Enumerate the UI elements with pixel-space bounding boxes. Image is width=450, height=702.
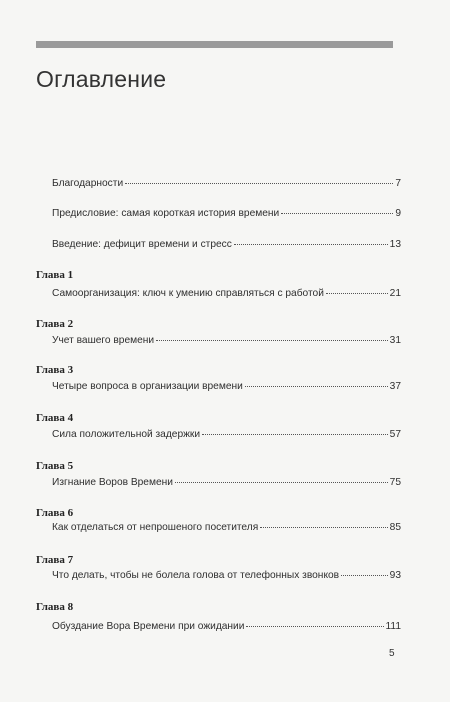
toc-entry-page: 7 bbox=[395, 178, 401, 189]
toc-entry-chapter-8[interactable] bbox=[52, 620, 401, 634]
toc-entry-page: 111 bbox=[385, 621, 401, 632]
dot-leader bbox=[246, 626, 383, 627]
toc-entry-acknowledgements[interactable] bbox=[52, 177, 401, 191]
toc-entry-label: Самоорганизация: ключ к умению справляться с работой bbox=[52, 288, 324, 299]
toc-entry-page: 13 bbox=[389, 239, 401, 250]
toc-entry-chapter-2[interactable] bbox=[52, 334, 401, 348]
chapter-heading: Глава 8 bbox=[36, 601, 74, 613]
page-number: 5 bbox=[389, 648, 395, 659]
toc-entry-page: 93 bbox=[389, 570, 401, 581]
chapter-heading: Глава 7 bbox=[36, 554, 74, 566]
dot-leader bbox=[326, 293, 388, 294]
dot-leader bbox=[245, 386, 388, 387]
toc-entry-label: Обуздание Вора Времени при ожидании bbox=[52, 621, 245, 632]
toc-entry-chapter-6[interactable] bbox=[52, 521, 401, 535]
dot-leader bbox=[341, 575, 388, 576]
toc-entry-label: Сила положительной задержки bbox=[52, 429, 201, 440]
page-title: Оглавление bbox=[36, 66, 167, 92]
chapter-heading: Глава 2 bbox=[36, 318, 74, 330]
chapter-heading: Глава 5 bbox=[36, 460, 74, 472]
toc-entry-preface[interactable] bbox=[52, 207, 401, 221]
dot-leader bbox=[202, 434, 388, 435]
dot-leader bbox=[156, 340, 388, 341]
dot-leader bbox=[175, 482, 388, 483]
header-rule bbox=[36, 41, 393, 48]
toc-entry-label: Предисловие: самая короткая история времени bbox=[52, 208, 280, 219]
toc-entry-page: 21 bbox=[389, 288, 401, 299]
dot-leader bbox=[234, 244, 388, 245]
dot-leader bbox=[125, 183, 393, 184]
toc-entry-chapter-1[interactable] bbox=[52, 287, 401, 301]
chapter-heading: Глава 6 bbox=[36, 507, 74, 519]
toc-entry-page: 57 bbox=[389, 429, 401, 440]
chapter-heading: Глава 4 bbox=[36, 412, 74, 424]
toc-entry-page: 31 bbox=[389, 335, 401, 346]
dot-leader bbox=[281, 213, 393, 214]
toc-entry-introduction[interactable] bbox=[52, 238, 401, 252]
toc-entry-label: Четыре вопроса в организации времени bbox=[52, 381, 243, 392]
toc-entry-label: Учет вашего времени bbox=[52, 335, 155, 346]
toc-entry-label: Введение: дефицит времени и стресс bbox=[52, 239, 232, 250]
toc-entry-chapter-3[interactable] bbox=[52, 380, 401, 394]
toc-entry-label: Благодарности bbox=[52, 178, 124, 189]
toc-entry-page: 85 bbox=[389, 522, 401, 533]
toc-entry-chapter-7[interactable] bbox=[52, 569, 401, 583]
toc-entry-chapter-4[interactable] bbox=[52, 428, 401, 442]
chapter-heading: Глава 3 bbox=[36, 364, 74, 376]
toc-entry-label: Изгнание Воров Времени bbox=[52, 477, 173, 488]
toc-entry-chapter-5[interactable] bbox=[52, 476, 401, 490]
toc-entry-page: 9 bbox=[395, 208, 401, 219]
toc-entry-page: 37 bbox=[389, 381, 401, 392]
toc-entry-page: 75 bbox=[389, 477, 401, 488]
dot-leader bbox=[260, 527, 387, 528]
toc-entry-label: Что делать, чтобы не болела голова от телефонных звонков bbox=[52, 570, 340, 581]
chapter-heading: Глава 1 bbox=[36, 269, 74, 281]
toc-entry-label: Как отделаться от непрошеного посетителя bbox=[52, 522, 259, 533]
